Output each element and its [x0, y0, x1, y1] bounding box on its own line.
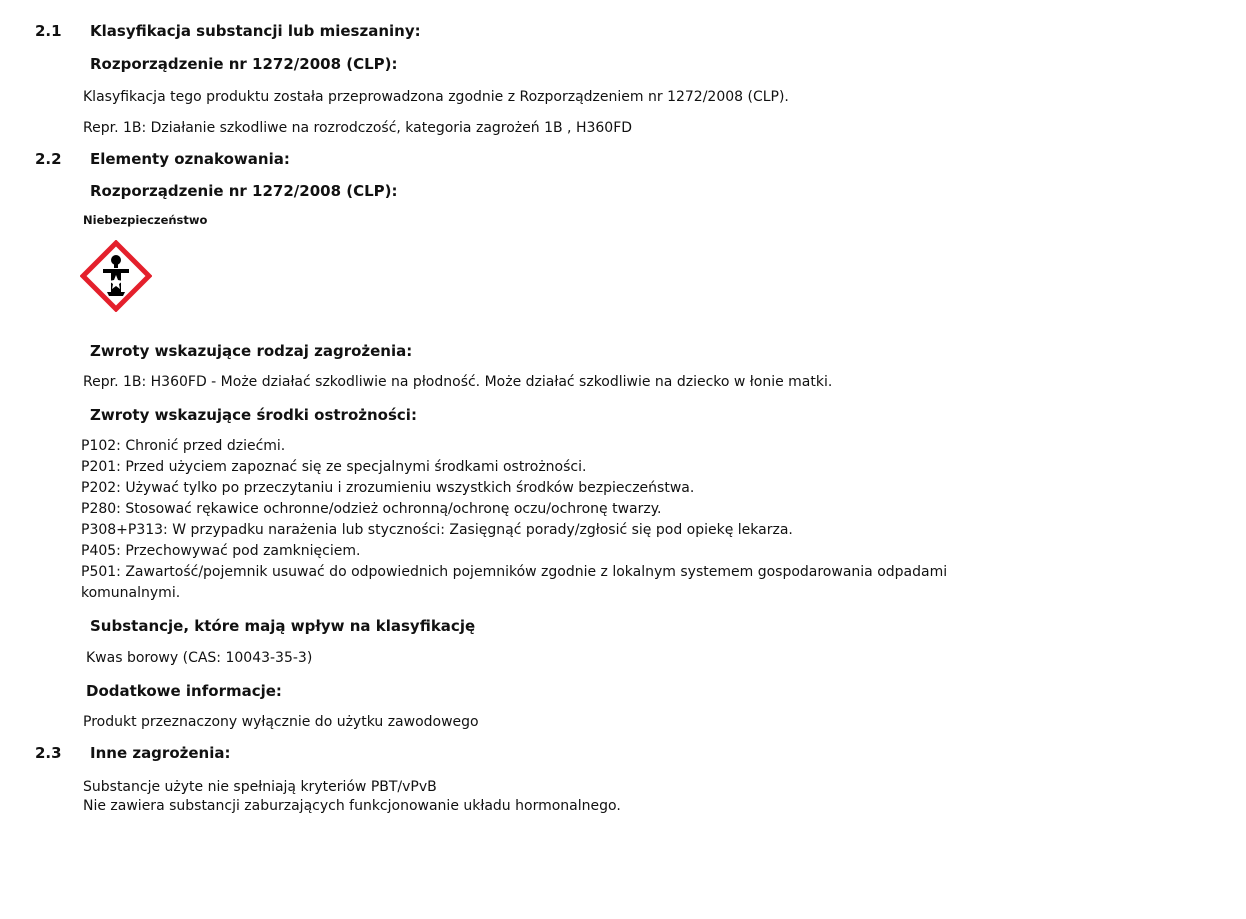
section-number-2-1: 2.1: [35, 22, 62, 40]
precaution-line: P201: Przed użyciem zapoznać się ze specjalnymi środkami ostrożności.: [81, 459, 587, 475]
other-hazards-line: Substancje użyte nie spełniają kryteriów PBT/vPvB: [83, 779, 437, 795]
regulation-heading-2-2: Rozporządzenie nr 1272/2008 (CLP):: [90, 182, 398, 200]
section-title-2-2: Elementy oznakowania:: [90, 150, 290, 168]
section-number-2-3: 2.3: [35, 744, 62, 762]
signal-word: Niebezpieczeństwo: [83, 213, 208, 227]
precautionary-statements-title: Zwroty wskazujące środki ostrożności:: [90, 406, 417, 424]
precaution-line: P280: Stosować rękawice ochronne/odzież ochronną/ochronę oczu/ochronę twarzy.: [81, 501, 662, 517]
other-hazards-line: Nie zawiera substancji zaburzających funkcjonowanie układu hormonalnego.: [83, 798, 621, 814]
section-title-2-3: Inne zagrożenia:: [90, 744, 231, 762]
precaution-line: P308+P313: W przypadku narażenia lub styczności: Zasięgnąć porady/zgłosić się pod opiekę lekarza.: [81, 522, 793, 538]
classification-hazard: Repr. 1B: Działanie szkodliwe na rozrodczość, kategoria zagrożeń 1B , H360FD: [83, 120, 633, 136]
section-number-2-2: 2.2: [35, 150, 62, 168]
additional-info-title: Dodatkowe informacje:: [86, 682, 282, 700]
additional-info-text: Produkt przeznaczony wyłącznie do użytku zawodowego: [83, 714, 479, 730]
regulation-heading-2-1: Rozporządzenie nr 1272/2008 (CLP):: [90, 55, 398, 73]
precaution-line: P501: Zawartość/pojemnik usuwać do odpowiednich pojemników zgodnie z lokalnym systemem gospodarowania odpadami: [81, 564, 948, 580]
classification-statement: Klasyfikacja tego produktu została przeprowadzona zgodnie z Rozporządzeniem nr 1272/2008 (CLP).: [83, 89, 789, 105]
precaution-line: P102: Chronić przed dziećmi.: [81, 438, 286, 454]
substances-text: Kwas borowy (CAS: 10043-35-3): [86, 650, 313, 666]
precaution-line: komunalnymi.: [81, 585, 181, 601]
precaution-line: P405: Przechowywać pod zamknięciem.: [81, 543, 361, 559]
precaution-line: P202: Używać tylko po przeczytaniu i zrozumieniu wszystkich środków bezpieczeństwa.: [81, 480, 695, 496]
hazard-statements-title: Zwroty wskazujące rodzaj zagrożenia:: [90, 342, 413, 360]
section-title-2-1: Klasyfikacja substancji lub mieszaniny:: [90, 22, 421, 40]
health-hazard-icon: [80, 240, 152, 312]
substances-title: Substancje, które mają wpływ na klasyfikację: [90, 617, 476, 635]
hazard-statement: Repr. 1B: H360FD - Może działać szkodliwie na płodność. Może działać szkodliwie na dziecko w łonie matki.: [83, 374, 833, 390]
